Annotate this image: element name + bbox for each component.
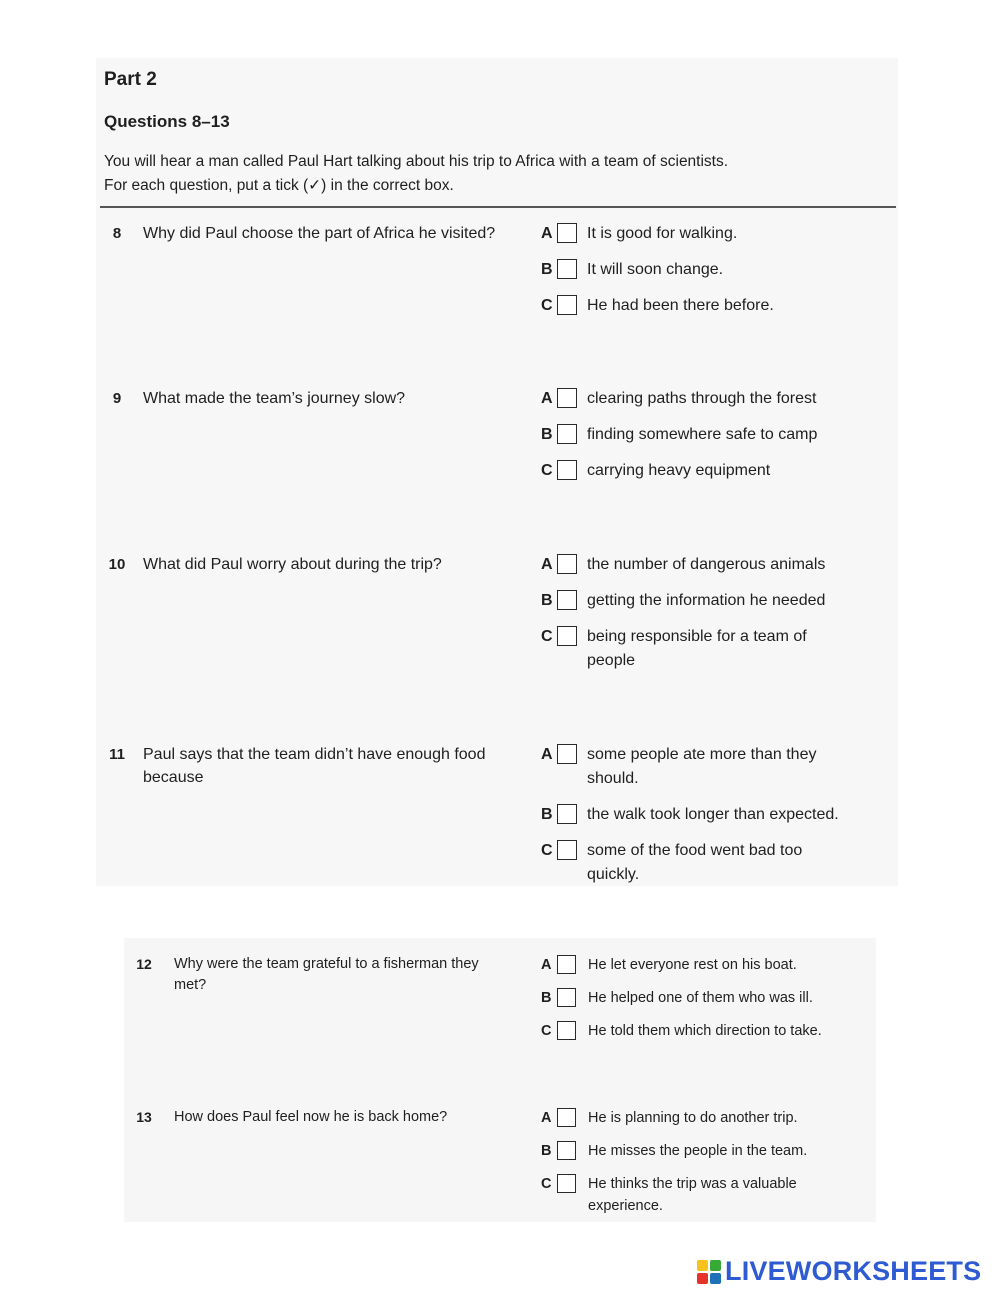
option-a — [541, 222, 887, 246]
question-text: What did Paul worry about during the trip? — [143, 556, 442, 573]
option-letter: A — [541, 225, 553, 242]
option-b — [541, 987, 888, 1009]
question-number: 9 — [112, 390, 122, 407]
option-text: some of the food went bad too quickly. — [587, 842, 803, 883]
logo-square — [697, 1273, 708, 1284]
option-letter: B — [541, 990, 552, 1006]
option-letter: A — [541, 1110, 552, 1126]
logo-square — [710, 1260, 721, 1271]
option-letter: B — [541, 426, 553, 443]
option-letter: A — [541, 556, 553, 573]
option-text: He thinks the trip was a valuable experience. — [588, 1176, 797, 1214]
option-c — [541, 459, 887, 483]
answer-checkbox[interactable] — [557, 1174, 576, 1193]
option-letter: C — [541, 1176, 552, 1192]
answer-checkbox[interactable] — [557, 388, 577, 408]
logo-square — [697, 1260, 708, 1271]
option-letter: C — [541, 628, 553, 645]
question-text: Why did Paul choose the part of Africa he visited? — [143, 225, 496, 242]
answer-checkbox[interactable] — [557, 590, 577, 610]
option-text: being responsible for a team of people — [587, 628, 807, 669]
option-text: He told them which direction to take. — [588, 1023, 822, 1039]
question-text: Paul says that the team didn’t have enough food because — [143, 746, 486, 786]
option-letter: B — [541, 806, 553, 823]
question-number: 8 — [112, 225, 122, 242]
instruction-line: For each question, put a tick (✓) in the correct box. — [104, 177, 454, 194]
answer-checkbox[interactable] — [557, 295, 577, 315]
option-b — [541, 258, 887, 282]
option-text: He let everyone rest on his boat. — [588, 957, 797, 973]
answer-checkbox[interactable] — [557, 1108, 576, 1127]
option-text: He is planning to do another trip. — [588, 1110, 798, 1126]
option-c — [541, 1173, 848, 1217]
question-number: 11 — [109, 746, 125, 763]
option-letter: A — [541, 390, 553, 407]
option-text: He helped one of them who was ill. — [588, 990, 813, 1006]
option-letter: C — [541, 297, 553, 314]
answer-checkbox[interactable] — [557, 840, 577, 860]
logo-grid-icon — [697, 1260, 721, 1284]
option-text: It will soon change. — [587, 261, 724, 278]
option-letter: C — [541, 842, 553, 859]
option-a — [541, 387, 887, 411]
option-text: It is good for walking. — [587, 225, 738, 242]
option-letter: B — [541, 592, 553, 609]
option-text: clearing paths through the forest — [587, 390, 817, 407]
option-c — [541, 839, 852, 887]
option-text: finding somewhere safe to camp — [587, 426, 818, 443]
option-b — [541, 423, 887, 447]
answer-checkbox[interactable] — [557, 223, 577, 243]
option-a — [541, 954, 888, 976]
answer-checkbox[interactable] — [557, 424, 577, 444]
answer-checkbox[interactable] — [557, 1021, 576, 1040]
question-text: What made the team’s journey slow? — [143, 390, 406, 407]
answer-checkbox[interactable] — [557, 988, 576, 1007]
instruction-line: You will hear a man called Paul Hart talking about his trip to Africa with a team of scientists. — [104, 153, 729, 170]
option-c — [541, 294, 887, 318]
question-number: 12 — [136, 956, 152, 972]
option-text: getting the information he needed — [587, 592, 826, 609]
option-b — [541, 1140, 888, 1162]
option-text: the walk took longer than expected. — [587, 806, 839, 823]
option-c — [541, 625, 857, 673]
answer-checkbox[interactable] — [557, 554, 577, 574]
answer-checkbox[interactable] — [557, 460, 577, 480]
option-letter: B — [541, 261, 553, 278]
option-a — [541, 1107, 888, 1129]
option-b — [541, 589, 887, 613]
option-letter: C — [541, 462, 553, 479]
question-range-heading: Questions 8–13 — [104, 112, 230, 131]
question-number: 10 — [108, 556, 126, 573]
liveworksheets-logo[interactable] — [697, 1256, 981, 1287]
question-number: 13 — [136, 1109, 152, 1125]
option-text: the number of dangerous animals — [587, 556, 826, 573]
part-title: Part 2 — [104, 69, 157, 90]
option-a — [541, 743, 862, 791]
question-text: How does Paul feel now he is back home? — [174, 1109, 448, 1125]
answer-checkbox[interactable] — [557, 955, 576, 974]
option-letter: B — [541, 1143, 552, 1159]
answer-checkbox[interactable] — [557, 259, 577, 279]
option-a — [541, 553, 887, 577]
logo-text: LIVEWORKSHEETS — [725, 1256, 982, 1286]
answer-checkbox[interactable] — [557, 1141, 576, 1160]
answer-checkbox[interactable] — [557, 804, 577, 824]
answer-checkbox[interactable] — [557, 626, 577, 646]
option-text: carrying heavy equipment — [587, 462, 771, 479]
option-letter: A — [541, 746, 553, 763]
answer-checkbox[interactable] — [557, 744, 577, 764]
question-text: Why were the team grateful to a fisherman they met? — [174, 956, 479, 993]
option-letter: A — [541, 957, 552, 973]
divider-rule — [100, 206, 896, 208]
instructions — [104, 150, 728, 198]
option-letter: C — [541, 1023, 552, 1039]
option-text: He misses the people in the team. — [588, 1143, 808, 1159]
option-text: some people ate more than they should. — [587, 746, 817, 787]
logo-square — [710, 1273, 721, 1284]
option-b — [541, 803, 897, 827]
option-text: He had been there before. — [587, 297, 774, 314]
option-c — [541, 1020, 888, 1042]
